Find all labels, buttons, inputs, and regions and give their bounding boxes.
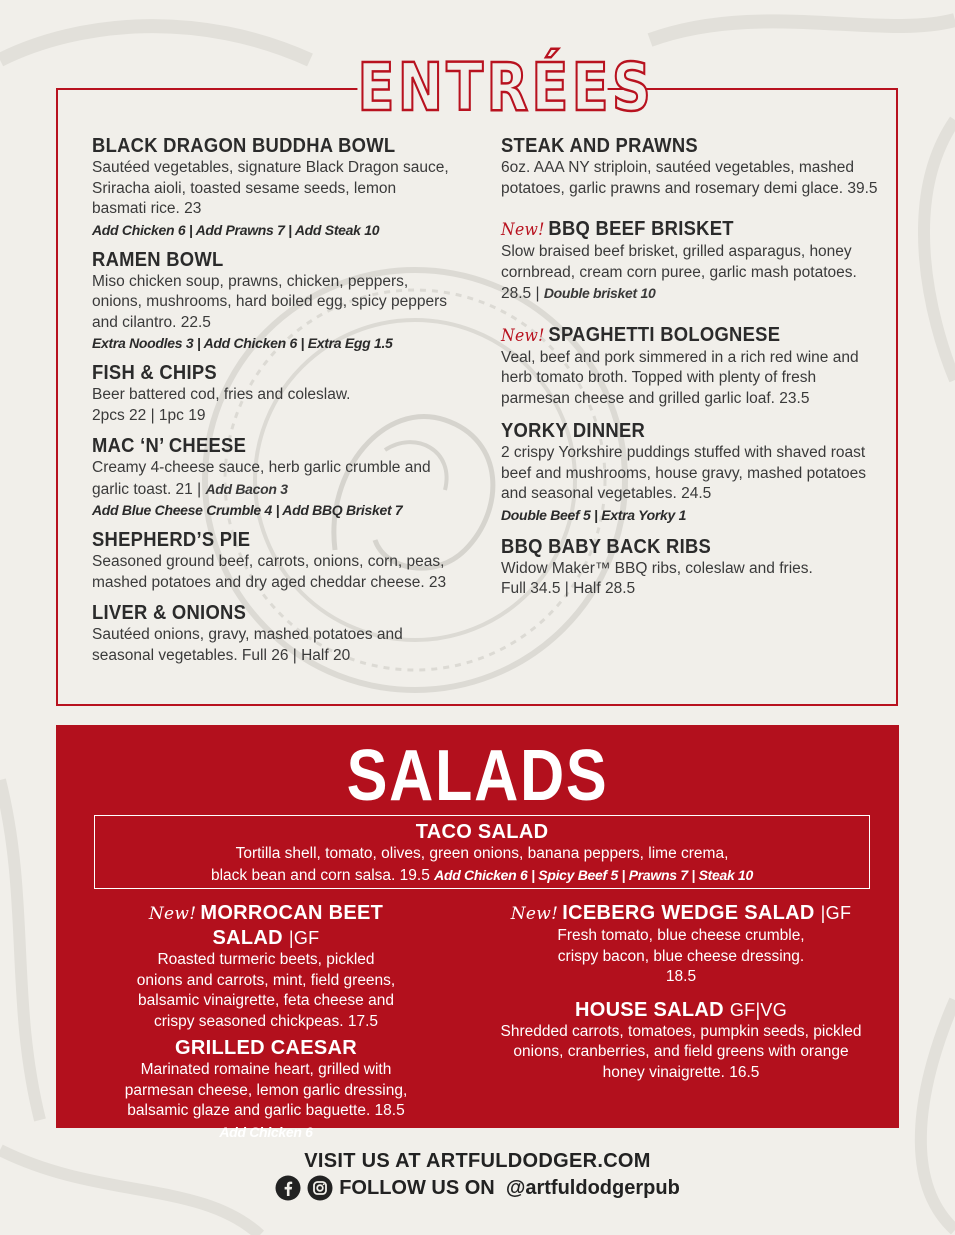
- taco-salad-box: [94, 815, 870, 889]
- item-name: RAMEN BOWL: [92, 248, 224, 271]
- item-name: TACO SALAD: [415, 821, 549, 843]
- menu-item: [496, 998, 866, 1084]
- item-description: 6oz. AAA NY striploin, sautéed vegetables, mashed potatoes, garlic prawns and rosemary demi glace. 39.5: [501, 159, 878, 197]
- item-description-text: Slow braised beef brisket, grilled asparagus, honey cornbread, cream corn puree, garlic mash potatoes. 28.5 |: [501, 243, 857, 302]
- item-addons: Add Chicken 6: [219, 1123, 313, 1140]
- diet-tags: |GF: [820, 903, 852, 923]
- entrees-right-column: [501, 134, 881, 608]
- menu-item: [92, 361, 452, 426]
- item-addons: Double Beef 5 | Extra Yorky 1: [501, 506, 687, 523]
- item-description: Seasoned ground beef, carrots, onions, corn, peas, mashed potatoes and dry aged cheddar cheese. 23: [92, 553, 447, 591]
- item-description: Veal, beef and pork simmered in a rich red wine and herb tomato broth. Topped with plenty of fresh parmesan cheese and grilled garlic loaf. 23.5: [501, 348, 859, 407]
- item-description-text: black bean and corn salsa. 19.5: [210, 866, 430, 884]
- new-badge: New!: [510, 904, 559, 924]
- item-description: Fresh tomato, blue cheese crumble, crispy bacon, blue cheese dressing. 18.5: [557, 927, 805, 985]
- item-description: [501, 242, 881, 305]
- item-name: BLACK DRAGON BUDDHA BOWL: [92, 135, 396, 157]
- item-description: Sautéed vegetables, signature Black Dragon sauce, Sriracha aioli, toasted sesame seeds, lemon basmati rice. 23: [92, 159, 449, 217]
- item-description: Roasted turmeric beets, pickled onions and carrots, mint, field greens, balsamic vinaigrette, feta cheese and crispy seasoned chickpeas. 17.5: [136, 951, 396, 1030]
- item-name: [496, 901, 866, 926]
- item-name: [501, 323, 851, 348]
- menu-item: [501, 323, 881, 410]
- menu-item: [92, 601, 452, 666]
- new-badge: New!: [501, 220, 545, 240]
- menu-item: [96, 901, 436, 1032]
- menu-item: [92, 528, 452, 593]
- item-name: MAC ‘N’ CHEESE: [92, 435, 247, 457]
- item-description-text: Creamy 4-cheese sauce, herb garlic crumble and garlic toast. 21 |: [92, 459, 431, 498]
- item-name-text: ICEBERG WEDGE SALAD: [562, 902, 815, 924]
- item-addons: Add Chicken 6 | Spicy Beef 5 | Prawns 7 | Steak 10: [434, 866, 754, 883]
- item-description: Beer battered cod, fries and coleslaw.: [92, 386, 351, 403]
- item-description: Marinated romaine heart, grilled with parmesan cheese, lemon garlic dressing, balsamic glaze and garlic baguette. 18.5: [124, 1061, 408, 1119]
- item-name: SHEPHERD’S PIE: [92, 529, 251, 551]
- item-description: 2 crispy Yorkshire puddings stuffed with shaved roast beef and mushrooms, house gravy, mashed potatoes and seasonal vegetables. 24.5: [501, 444, 867, 502]
- item-price: Full 34.5 | Half 28.5: [501, 580, 636, 597]
- salads-section: [56, 725, 899, 1140]
- menu-item: [501, 134, 881, 199]
- item-description: [92, 458, 452, 500]
- item-name: GRILLED CAESAR: [175, 1037, 357, 1059]
- item-addons: Add Chicken 6 | Add Prawns 7 | Add Steak 10: [92, 221, 380, 238]
- item-name: STEAK AND PRAWNS: [501, 135, 698, 157]
- item-name: YORKY DINNER: [501, 420, 646, 442]
- item-description: Tortilla shell, tomato, olives, green onions, banana peppers, lime crema,: [235, 845, 729, 862]
- item-name-text: BBQ BEEF BRISKET: [548, 218, 734, 240]
- item-name: [501, 217, 851, 242]
- salads-title: SALADS: [346, 736, 609, 816]
- menu-item: [501, 535, 881, 600]
- item-name: BBQ BABY BACK RIBS: [501, 535, 712, 558]
- item-addon-inline: Double brisket 10: [543, 285, 656, 301]
- item-addon-inline: Add Bacon 3: [205, 480, 288, 497]
- item-name-text: HOUSE SALAD: [574, 998, 724, 1021]
- menu-item: [501, 217, 881, 305]
- item-description: Sautéed onions, gravy, mashed potatoes and seasonal vegetables. Full 26 | Half 20: [92, 626, 403, 664]
- item-description: [95, 865, 869, 887]
- item-name: LIVER & ONIONS: [92, 602, 247, 624]
- facebook-icon[interactable]: [275, 1175, 301, 1201]
- item-description: Miso chicken soup, prawns, chicken, peppers, onions, mushrooms, hard boiled egg, spicy peppers and cilantro. 22.5: [92, 272, 447, 331]
- new-badge: New!: [148, 904, 197, 924]
- salads-left-column: [96, 901, 436, 1146]
- item-price: 2pcs 22 | 1pc 19: [92, 406, 206, 424]
- item-description: Shredded carrots, tomatoes, pumpkin seeds, pickled onions, cranberries, and field greens with orange honey vinaigrette. 16.5: [500, 1022, 862, 1081]
- instagram-icon[interactable]: [307, 1175, 333, 1201]
- item-name: [496, 998, 866, 1022]
- new-badge: New!: [501, 325, 545, 346]
- menu-item: [496, 901, 866, 988]
- menu-item: [92, 248, 452, 354]
- item-name-text: MORROCAN BEET SALAD: [200, 902, 384, 949]
- menu-item: [92, 134, 452, 240]
- item-addons: Add Blue Cheese Crumble 4 | Add BBQ Brisket 7: [92, 502, 403, 518]
- diet-tags: |GF: [288, 928, 320, 948]
- item-name: [96, 901, 436, 950]
- item-name: FISH & CHIPS: [92, 362, 217, 384]
- item-name-text: SPAGHETTI BOLOGNESE: [548, 323, 781, 346]
- diet-tags: GF|VG: [729, 999, 788, 1020]
- menu-item: [501, 419, 881, 525]
- menu-item: [96, 1036, 436, 1142]
- website-link[interactable]: VISIT US AT ARTFULDODGER.COM: [304, 1150, 651, 1172]
- entrees-left-column: [92, 134, 452, 674]
- social-follow: [0, 1174, 955, 1202]
- item-addons: Extra Noodles 3 | Add Chicken 6 | Extra Egg 1.5: [92, 335, 393, 351]
- item-description: Widow Maker™ BBQ ribs, coleslaw and fries.: [501, 559, 813, 577]
- salads-right-column: [496, 901, 866, 1087]
- follow-text[interactable]: FOLLOW US ON @artfuldodgerpub: [339, 1177, 680, 1199]
- entrees-title: ENTRÉES: [357, 49, 655, 126]
- menu-item: [92, 434, 452, 520]
